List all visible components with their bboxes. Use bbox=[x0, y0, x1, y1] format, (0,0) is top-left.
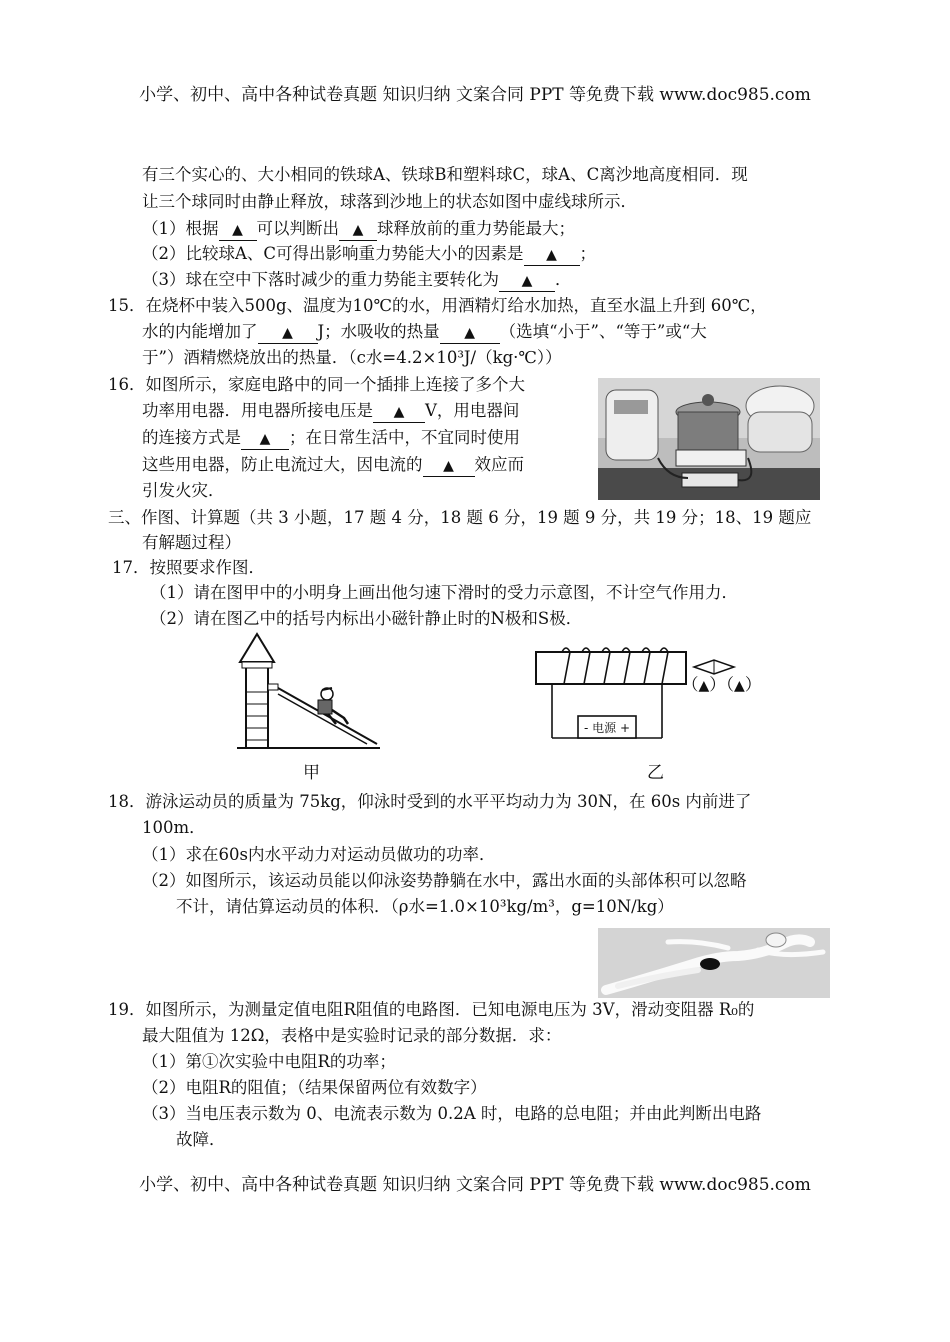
slide-figure bbox=[232, 632, 382, 752]
q16-line-5: 引发火灾． bbox=[142, 481, 225, 500]
section-3-title-cont: 有解题过程） bbox=[142, 533, 241, 552]
q18-line-1: 18．游泳运动员的质量为 75kg，仰泳时受到的水平平均动力为 30N，在 60s 内前进了 bbox=[108, 792, 752, 811]
q14-line-2: 让三个球同时由静止释放，球落到沙地上的状态如图中虚线球所示． bbox=[142, 192, 637, 211]
answer-blank[interactable]: ▲ bbox=[219, 219, 257, 241]
page-header: 小学、初中、高中各种试卷真题 知识归纳 文案合同 PPT 等免费下载 www.doc985.com bbox=[139, 85, 811, 105]
answer-blank[interactable]: ▲ bbox=[423, 455, 475, 477]
q19-line-2: 最大阻值为 12Ω，表格中是实验时记录的部分数据．求： bbox=[142, 1026, 562, 1045]
appliances-photo bbox=[598, 378, 820, 500]
q14-line-1: 有三个实心的、大小相同的铁球A、铁球B和塑料球C，球A、C离沙地高度相同．现 bbox=[142, 165, 748, 184]
figure-label-yi: 乙 bbox=[647, 763, 664, 783]
q16-line-2: 功率用电器．用电器所接电压是 ▲ V，用电器间 bbox=[142, 401, 519, 423]
q18-line-2: 100m． bbox=[142, 818, 206, 837]
page-footer: 小学、初中、高中各种试卷真题 知识归纳 文案合同 PPT 等免费下载 www.doc985.com bbox=[139, 1175, 811, 1195]
answer-blank[interactable]: ▲ bbox=[440, 322, 500, 344]
answer-blank[interactable]: ▲ bbox=[499, 270, 555, 292]
answer-blank[interactable]: ▲ bbox=[698, 678, 710, 694]
needle-pole-brackets: （▲）（▲） bbox=[682, 675, 762, 694]
answer-blank[interactable]: ▲ bbox=[241, 428, 289, 450]
answer-blank[interactable]: ▲ bbox=[373, 401, 425, 423]
q15-line-2: 水的内能增加了 ▲ J；水吸收的热量 ▲ （选填“小于”、“等于”或“大 bbox=[142, 322, 707, 344]
q15-line-3: 于”）酒精燃烧放出的热量．（c水=4.2×10³J/（kg·℃）） bbox=[142, 348, 562, 367]
q19-line-1: 19．如图所示，为测量定值电阻R阻值的电路图．已知电源电压为 3V，滑动变阻器 R₀的 bbox=[108, 1000, 755, 1019]
q19-part-3: （3）当电压表示数为 0、电流表示数为 0.2A 时，电路的总电阻；并由此判断出电路 bbox=[142, 1104, 762, 1123]
figure-label-jia: 甲 bbox=[303, 763, 320, 783]
q18-part-2-cont: 不计，请估算运动员的体积．（ρ水=1.0×10³kg/m³，g=10N/kg） bbox=[176, 897, 674, 916]
q17-part-2: （2）请在图乙中的括号内标出小磁针静止时的N极和S极． bbox=[150, 609, 583, 628]
q14-part-3: （3）球在空中下落时减少的重力势能主要转化为 ▲ ． bbox=[142, 270, 572, 292]
q19-part-1: （1）第①次实验中电阻R的功率； bbox=[142, 1052, 396, 1071]
q19-part-2: （2）电阻R的阻值；（结果保留两位有效数字） bbox=[142, 1078, 487, 1097]
q18-part-1: （1）求在60s内水平动力对运动员做功的功率． bbox=[142, 845, 496, 864]
q19-part-3-cont: 故障． bbox=[176, 1130, 226, 1149]
q16-line-1: 16．如图所示，家庭电路中的同一个插排上连接了多个大 bbox=[108, 375, 525, 394]
q18-part-2: （2）如图所示，该运动员能以仰泳姿势静躺在水中，露出水面的头部体积可以忽略 bbox=[142, 871, 747, 890]
q17-part-1: （1）请在图甲中的小明身上画出他匀速下滑时的受力示意图，不计空气作用力． bbox=[150, 583, 738, 602]
section-3-title: 三、作图、计算题（共 3 小题，17 题 4 分，18 题 6 分，19 题 9 分，共 19 分；18、19 题应 bbox=[108, 508, 812, 527]
q16-line-3: 的连接方式是 ▲ ；在日常生活中，不宜同时使用 bbox=[142, 428, 520, 450]
q16-line-4: 这些用电器，防止电流过大，因电流的 ▲ 效应而 bbox=[142, 455, 524, 477]
magnetic-needle bbox=[694, 660, 734, 674]
swimmer-photo bbox=[598, 928, 830, 998]
answer-blank[interactable]: ▲ bbox=[258, 322, 318, 344]
q15-line-1: 15．在烧杯中装入500g、温度为10℃的水，用酒精灯给水加热，直至水温上升到 60℃， bbox=[108, 296, 767, 315]
q14-part-2: （2）比较球A、C可得出影响重力势能大小的因素是 ▲ ； bbox=[142, 244, 596, 266]
q17-title: 17．按照要求作图． bbox=[112, 558, 265, 577]
answer-blank[interactable]: ▲ bbox=[339, 219, 377, 241]
q14-part-1: （1）根据 ▲ 可以判断出 ▲ 球释放前的重力势能最大； bbox=[142, 219, 575, 241]
power-source-label: - 电源 + bbox=[583, 721, 631, 735]
answer-blank[interactable]: ▲ bbox=[734, 678, 745, 694]
answer-blank[interactable]: ▲ bbox=[524, 244, 580, 266]
